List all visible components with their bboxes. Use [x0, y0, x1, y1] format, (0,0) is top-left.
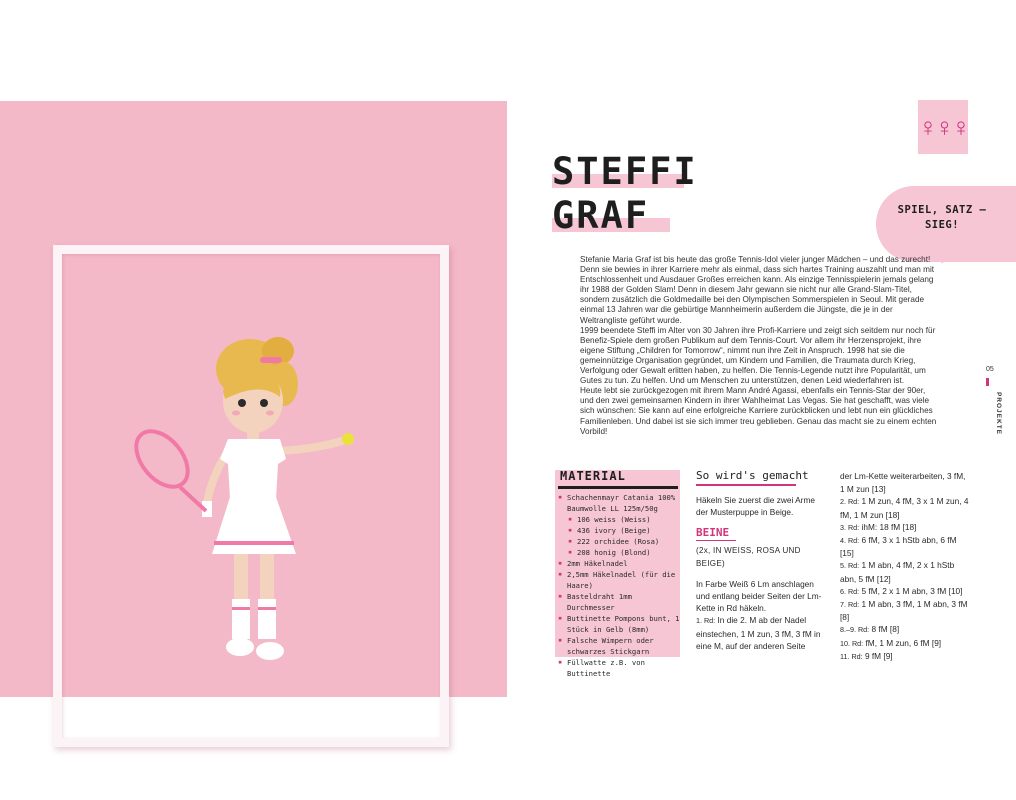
page-title	[552, 150, 752, 238]
material-item: ▪ 2,5mm Häkelnadel (für die Haare)	[558, 569, 682, 591]
material-item: ▪ Füllwatte z.B. von Buttinette	[558, 657, 682, 679]
material-rule	[558, 486, 678, 489]
howto-intro: Häkeln Sie zuerst die zwei Arme der Musterpuppe in Beige.	[696, 495, 815, 518]
round-text: 1 M zun, 4 fM, 3 x 1 M zun, 4 fM, 1 M zun [18]	[840, 496, 969, 520]
round-instruction	[840, 495, 970, 520]
round-instruction	[840, 585, 970, 598]
round-text: 6 fM, 3 x 1 hStb abn, 6 fM [15]	[840, 535, 957, 559]
section-note: (2x, IN WEISS, ROSA UND BEIGE)	[696, 546, 801, 568]
intro-paragraph: 1999 beendete Steffi im Alter von 30 Jahren ihre Profi-Karriere und zeigt sich seitdem nur noch für Benefiz-Spiele dem großen Publikum auf dem Tennis-Court. Vor allem ihr Herzensprojekt, ihre eigene Stiftung „Children for Tomorrow“, nimmt nun ihre Zeit in Anspruch. 1998 hat sie die gemeinnützige Organisation gegründet, um Kindern und Familien, die Traumata durch Krieg, Verfolgung oder Gewalt erlitten haben, zu helfen. Die Tennis-Legende nutzt ihre Popularität, um Gutes zu tun. Zu helfen. Und um Menschen zu unterstützen, denen Leid wiederfahren ist.	[580, 325, 936, 386]
material-item: ▪ 106 weiss (Weiss)	[558, 514, 682, 525]
round-instruction	[840, 650, 970, 663]
doll-photo	[0, 101, 507, 697]
speech-bubble-text: SPIEL, SATZ – SIEG!	[897, 204, 987, 231]
round-text: 5 fM, 2 x 1 M abn, 3 fM [10]	[859, 585, 963, 596]
material-item: ▪ Buttinette Pompons bunt, 1 Stück in Gelb (8mm)	[558, 613, 682, 635]
round-label: 2. Rd:	[840, 497, 860, 507]
howto-underline	[696, 484, 796, 486]
side-marker	[986, 378, 989, 386]
round-label: 6. Rd:	[840, 586, 860, 596]
howto-heading: So wird's gemacht	[696, 469, 809, 482]
material-item: ▪ 208 honig (Blond)	[558, 547, 682, 558]
material-item: ▪ 2mm Häkelnadel	[558, 558, 682, 569]
round-label: 5. Rd:	[840, 561, 860, 571]
section-label: PROJEKTE	[995, 391, 1003, 436]
round-text: 1 M abn, 3 fM, 1 M abn, 3 fM [8]	[840, 599, 968, 623]
intro-paragraph: Stefanie Maria Graf ist bis heute das große Tennis-Idol vieler junger Mädchen – und das zurecht! Denn sie bewies in ihrer Karriere mehr als einmal, dass sich hartes Training auszahlt und man mit Entschlossenheit und Ausdauer Großes erreichen kann. Als einzige Tennisspielerin jemals gelang ihr 1988 der Golden Slam! Denn in diesem Jahr gewann sie nicht nur alle Grand-Slam-Titel, sondern zusätzlich die Goldmedaille bei den Olympischen Sommerspielen in Seoul. Mit gerade einmal 13 Jahren war die gebürtige Mannheimerin außerdem die Jüngste, die je in der Weltrangliste geführt wurde.	[580, 255, 935, 325]
material-item: ▪ Falsche Wimpern oder schwarzes Stickgarn	[558, 635, 682, 657]
round-label: 1. Rd:	[696, 616, 716, 626]
page-number: 05	[986, 366, 994, 373]
howto-body: In Farbe Weiß 6 Lm anschlagen und entlang beider Seiten der Lm-Kette in Rd häkeln. 1. Rd: In die 2. M ab der Nadel einstechen, 1 M zun, 3 fM, 3 fM in eine M, auf der anderen Seite	[696, 578, 822, 651]
round-instruction	[840, 521, 970, 534]
round-instruction	[840, 470, 970, 495]
round-label: 8.–9. Rd:	[840, 625, 870, 635]
round-label: 7. Rd:	[840, 600, 860, 610]
round-text: fM, 1 M zun, 6 fM [9]	[863, 637, 942, 648]
howto-column	[696, 470, 826, 652]
section-heading-beine: BEINE	[696, 525, 730, 539]
material-item: ▪ Schachenmayr Catania 100% Baumwolle LL 125m/50g	[558, 492, 682, 514]
venus-symbols-icon: ♀♀♀	[918, 100, 968, 154]
material-item: ▪ 222 orchidee (Rosa)	[558, 536, 682, 547]
material-item: ▪ Basteldraht 1mm Durchmesser	[558, 591, 682, 613]
crochet-doll-illustration	[130, 329, 380, 689]
round-text: 8 fM [8]	[869, 624, 900, 635]
round-text: der Lm-Kette weiterarbeiten, 3 fM, 1 M zun [13]	[840, 471, 966, 495]
round-text: 1 M abn, 4 fM, 2 x 1 hStb abn, 5 fM [12]	[840, 560, 955, 584]
title-line-2: GRAF	[552, 194, 752, 238]
round-text: ihM: 18 fM [18]	[859, 521, 917, 532]
material-item: ▪ 436 ivory (Beige)	[558, 525, 682, 536]
round-label: 10. Rd:	[840, 638, 864, 648]
intro-paragraph: Heute lebt sie zurückgezogen mit ihrem Mann André Agassi, ebenfalls ein Tennis-Star der 90er, und den zwei gemeinsamen Kindern in ihrer Wahlheimat Las Vegas. Sie hat geschafft, was viele sich wünschen: Sie kann auf eine erfolgreiche Karriere zurückblicken und lebt nun ein glückliches Familienleben. Und dabei ist sie sich immer treu geblieben. Genau das macht sie zu einem echten Vorbild!	[580, 386, 937, 436]
material-list	[558, 492, 682, 679]
beine-underline	[696, 540, 736, 542]
round-instruction	[840, 623, 970, 636]
round-label: 4. Rd:	[840, 536, 860, 546]
round-instruction	[840, 598, 970, 623]
round-label: 3. Rd:	[840, 522, 860, 532]
round-instruction	[840, 534, 970, 559]
round-text: 9 fM [9]	[862, 650, 893, 661]
round-instruction	[840, 637, 970, 650]
intro-text	[580, 255, 940, 437]
title-line-1: STEFFI	[552, 150, 698, 193]
round-label: 11. Rd:	[840, 651, 863, 661]
round-instruction	[840, 559, 970, 584]
material-heading: MATERIAL	[560, 469, 626, 483]
rounds-column	[840, 470, 970, 663]
